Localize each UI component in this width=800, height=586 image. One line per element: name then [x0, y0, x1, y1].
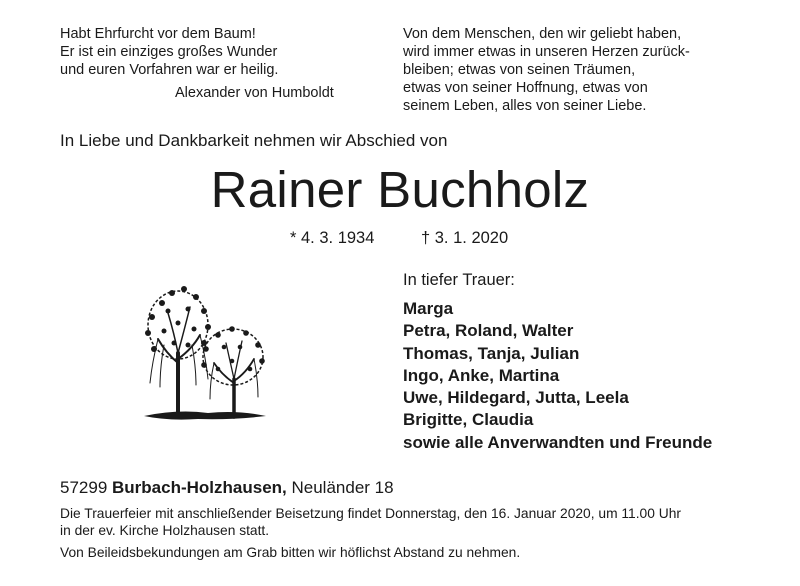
- quote-right-line: seinem Leben, alles von seiner Liebe.: [403, 98, 647, 114]
- address-postcode: 57299: [60, 478, 108, 497]
- quote-right-line: Von dem Menschen, den wir geliebt haben,: [403, 26, 682, 42]
- tree-illustration: [138, 283, 273, 433]
- address-city: Burbach-Holzhausen,: [112, 478, 287, 497]
- mourners-list: [403, 298, 712, 454]
- quote-right: [403, 25, 690, 115]
- address: [60, 478, 394, 498]
- birth-date: * 4. 3. 1934: [290, 229, 375, 247]
- service-line: Die Trauerfeier mit anschließender Beisetzung findet Donnerstag, den 16. Januar 2020, um 11.00 Uhr: [60, 506, 681, 521]
- mourner-line: Marga: [403, 299, 454, 318]
- quote-left-line: und euren Vorfahren war er heilig.: [60, 62, 279, 78]
- quote-right-line: bleiben; etwas von seinen Träumen,: [403, 62, 636, 78]
- quote-left: [60, 25, 278, 79]
- mourner-line: sowie alle Anverwandten und Freunde: [403, 432, 713, 452]
- tree-icon: [138, 283, 273, 428]
- mourner-line: Thomas, Tanja, Julian: [403, 343, 580, 363]
- service-info: [60, 505, 681, 539]
- quote-right-line: wird immer etwas in unseren Herzen zurück-: [403, 44, 690, 60]
- mourner-line: Brigitte, Claudia: [403, 410, 534, 430]
- death-date: † 3. 1. 2020: [421, 229, 509, 247]
- quote-left-author: Alexander von Humboldt: [175, 85, 334, 101]
- deceased-name: Rainer Buchholz: [210, 161, 590, 218]
- service-line: in der ev. Kirche Holzhausen statt.: [60, 523, 270, 538]
- quote-left-line: Habt Ehrfurcht vor dem Baum!: [60, 26, 256, 42]
- mourner-line: Petra, Roland, Walter: [403, 321, 574, 341]
- address-street: Neuländer 18: [291, 478, 394, 497]
- intro-text: In Liebe und Dankbarkeit nehmen wir Abschied von: [60, 131, 448, 150]
- quote-left-line: Er ist ein einziges großes Wunder: [60, 44, 278, 60]
- mourner-line: Uwe, Hildegard, Jutta, Leela: [403, 388, 629, 408]
- mourning-label: In tiefer Trauer:: [403, 271, 515, 289]
- condolence-note: Von Beileidsbekundungen am Grab bitten wir höflichst Abstand zu nehmen.: [60, 545, 521, 560]
- quote-right-line: etwas von seiner Hoffnung, etwas von: [403, 80, 648, 96]
- mourner-line: Ingo, Anke, Martina: [403, 365, 560, 385]
